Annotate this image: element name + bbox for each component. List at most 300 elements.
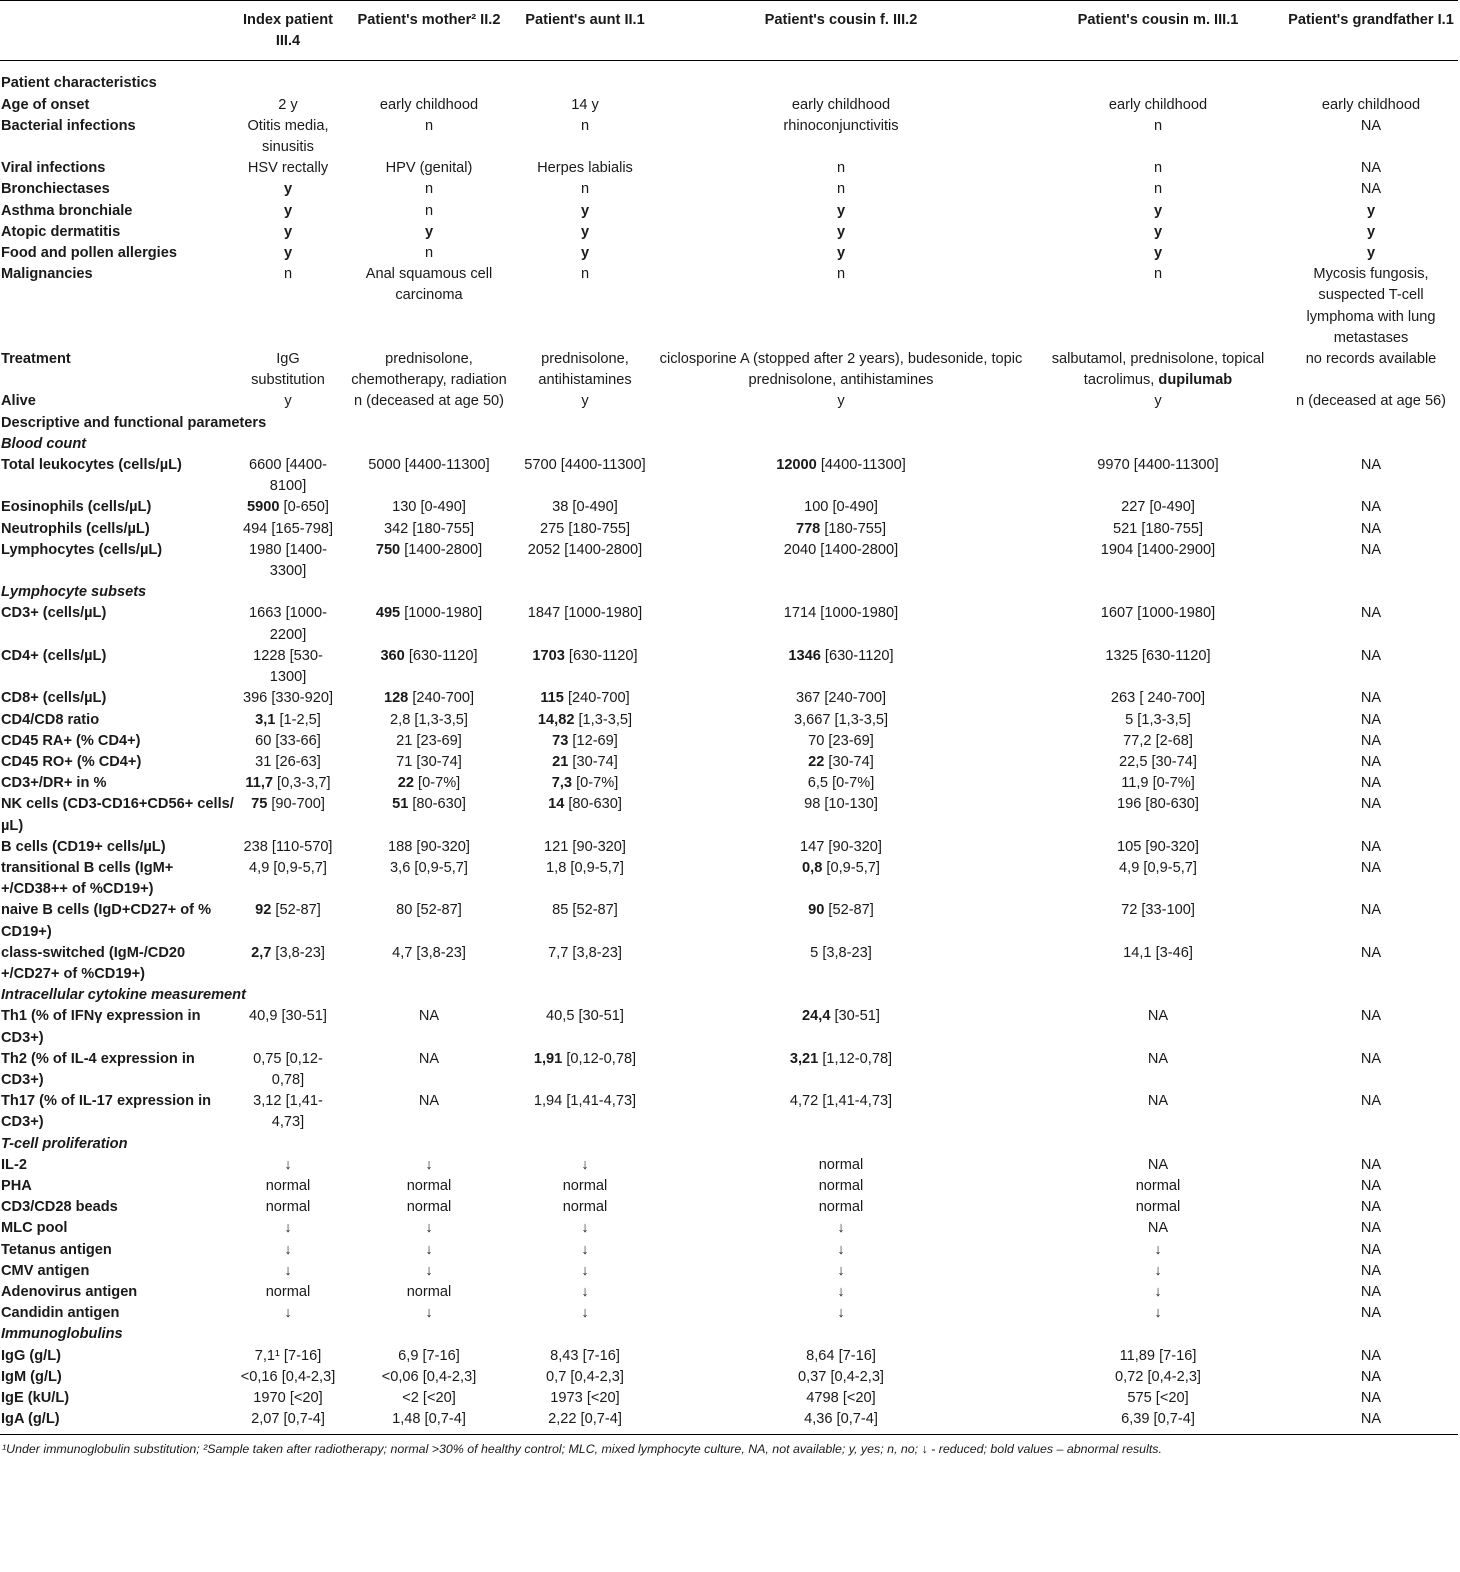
table-row	[0, 243, 1458, 264]
table-cell	[338, 1197, 520, 1218]
table-cell	[650, 158, 1032, 179]
table-cell	[338, 95, 520, 116]
table-cell	[1032, 1409, 1284, 1435]
cell-range: [1000-1980]	[400, 605, 483, 622]
table-cell	[1032, 858, 1284, 900]
cell-value: 495	[375, 605, 401, 622]
table-cell	[238, 794, 338, 836]
cell-value: 80 [52-87]	[396, 902, 462, 919]
cell-value: NA	[1360, 838, 1382, 855]
cell-value: NA	[1360, 647, 1382, 664]
cell-value: 1,48 [0,7-4]	[392, 1411, 466, 1428]
cell-value: 3,667 [1,3-3,5]	[793, 711, 889, 728]
table-cell	[338, 794, 520, 836]
cell-range: [1400-2800]	[400, 541, 483, 558]
table-cell	[520, 95, 650, 116]
table-row	[0, 95, 1458, 116]
row-label: Viral infections	[1, 160, 106, 177]
table-cell	[1032, 201, 1284, 222]
table-cell	[1032, 1282, 1284, 1303]
table-cell	[650, 1303, 1032, 1324]
table-cell	[238, 1006, 338, 1048]
table-cell	[238, 900, 338, 942]
cell-value: n	[580, 117, 590, 134]
table-cell	[520, 1388, 650, 1409]
cell-value: ciclosporine A (stopped after 2 years), budesonide, topic prednisolone, antihistamines	[659, 351, 1023, 389]
table-cell	[520, 1006, 650, 1048]
cell-value: ↓	[581, 1305, 589, 1322]
table-cell	[1284, 455, 1458, 497]
row-label: IL-2	[1, 1156, 27, 1173]
section-header: T-cell proliferation	[1, 1135, 128, 1152]
table-cell	[1032, 1197, 1284, 1218]
cell-value: 40,5 [30-51]	[546, 1008, 624, 1025]
table-cell	[1032, 349, 1284, 391]
cell-value: 4,7 [3,8-23]	[392, 944, 466, 961]
table-cell	[520, 222, 650, 243]
cell-value: 4,9 [0,9-5,7]	[249, 859, 327, 876]
row-label: IgA (g/L)	[0, 1409, 238, 1435]
table-cell	[238, 1091, 338, 1133]
cell-value: NA	[1360, 1390, 1382, 1406]
table-row	[0, 1240, 1458, 1261]
table-cell	[338, 349, 520, 391]
row-label: Eosinophils (cells/µL)	[1, 499, 152, 516]
table-cell	[520, 243, 650, 264]
cell-value: 85 [52-87]	[552, 902, 618, 919]
cell-range: [1,3-3,5]	[574, 711, 633, 728]
table-cell	[338, 943, 520, 985]
cell-value: 521 [180-755]	[1112, 520, 1204, 537]
section-header: Lymphocyte subsets	[1, 584, 147, 601]
row-label: Candidin antigen	[1, 1305, 120, 1322]
cell-value: 12000	[776, 457, 817, 474]
table-cell	[338, 1367, 520, 1388]
cell-value: 263 [ 240-700]	[1110, 690, 1206, 707]
cell-value: ↓	[284, 1220, 292, 1237]
cell-value: 5 [3,8-23]	[810, 944, 872, 961]
row-label: Treatment	[1, 351, 71, 368]
table-cell	[650, 1091, 1032, 1133]
table-cell	[520, 1346, 650, 1367]
table-cell	[238, 455, 338, 497]
cell-value: normal	[818, 1177, 864, 1194]
table-cell	[520, 540, 650, 582]
table-cell	[650, 1176, 1032, 1197]
row-label: IgG (g/L)	[1, 1347, 61, 1364]
table-cell	[238, 1155, 338, 1176]
cell-value: 14	[548, 796, 565, 813]
cell-value: normal	[406, 1199, 452, 1216]
cell-value: y	[836, 245, 846, 262]
table-cell	[1284, 1303, 1458, 1324]
table-row	[0, 731, 1458, 752]
table-cell	[520, 900, 650, 942]
table-cell	[1284, 1006, 1458, 1048]
cell-value: 5700 [4400-11300]	[524, 457, 646, 474]
table-row	[0, 519, 1458, 540]
table-cell	[338, 1261, 520, 1282]
table-cell	[520, 773, 650, 794]
table-cell	[520, 646, 650, 688]
table-cell	[338, 1006, 520, 1048]
cell-value: 24,4	[802, 1008, 831, 1025]
cell-range: [0-7%]	[572, 775, 619, 792]
cell-range: [0,12-0,78]	[562, 1050, 637, 1067]
table-row	[0, 1388, 1458, 1409]
table-cell	[520, 688, 650, 709]
table-cell	[238, 243, 338, 264]
table-cell	[338, 222, 520, 243]
row-label: CD4+ (cells/µL)	[1, 647, 107, 664]
table-cell	[520, 1282, 650, 1303]
cell-value: 22	[397, 775, 414, 792]
cell-value: n	[580, 181, 590, 198]
table-cell	[338, 1282, 520, 1303]
cell-range: [90-700]	[267, 796, 325, 813]
cell-value: 3,12 [1,41-4,73]	[253, 1093, 323, 1131]
table-cell	[1032, 688, 1284, 709]
cell-range: [30-74]	[568, 753, 618, 770]
cell-value: ↓	[1154, 1262, 1162, 1279]
table-cell	[1032, 900, 1284, 942]
section-header-row	[0, 413, 1458, 434]
table-cell	[1284, 1409, 1458, 1435]
table-cell	[1032, 1240, 1284, 1261]
cell-value: early childhood	[379, 96, 479, 113]
table-cell	[238, 349, 338, 391]
cell-value: n	[580, 266, 590, 283]
row-label: CD3+/DR+ in %	[1, 775, 107, 792]
cell-value: ↓	[1154, 1241, 1162, 1258]
cell-value: y	[1154, 393, 1162, 410]
cell-value: NA	[1360, 1093, 1382, 1110]
header-cell-aunt: Patient's aunt II.1	[520, 1, 650, 61]
cell-value: 60 [33-66]	[255, 732, 321, 749]
cell-value: n	[1153, 160, 1163, 177]
cell-value: 227 [0-490]	[1121, 499, 1195, 516]
cell-value: prednisolone, chemotherapy, radiation	[351, 351, 507, 389]
cell-value: 1970 [<20]	[253, 1390, 323, 1406]
table-row	[0, 1218, 1458, 1239]
cell-value: 71 [30-74]	[396, 753, 462, 770]
cell-value: <0,06 [0,4-2,3]	[381, 1368, 477, 1385]
table-cell	[1284, 731, 1458, 752]
cell-value: 11,89 [7-16]	[1119, 1347, 1197, 1364]
table-cell	[650, 540, 1032, 582]
table-cell	[338, 1240, 520, 1261]
table-cell	[238, 179, 338, 200]
cell-range: [1,12-0,78]	[818, 1050, 893, 1067]
table-cell	[520, 1240, 650, 1261]
cell-value: 7,1¹ [7-16]	[254, 1347, 322, 1364]
row-label: Alive	[1, 393, 36, 410]
table-cell	[238, 1176, 338, 1197]
cell-value: NA	[1360, 181, 1382, 198]
table-cell	[650, 349, 1032, 391]
table-row	[0, 858, 1458, 900]
header-row	[0, 1, 1458, 61]
table-row	[0, 391, 1458, 412]
section-header-row	[0, 1134, 1458, 1155]
cell-range: [630-1120]	[564, 647, 638, 664]
table-cell	[650, 794, 1032, 836]
table-cell	[1284, 1388, 1458, 1409]
cell-value: NA	[1147, 1156, 1169, 1173]
table-cell	[1284, 710, 1458, 731]
cell-value: 70 [23-69]	[808, 732, 874, 749]
row-label: CD8+ (cells/µL)	[1, 690, 107, 707]
cell-value: 0,8	[802, 859, 823, 876]
cell-range: [4400-11300]	[816, 457, 906, 474]
table-cell	[1032, 519, 1284, 540]
table-cell	[238, 731, 338, 752]
cell-value: <0,16 [0,4-2,3]	[240, 1368, 336, 1385]
cell-value: 130 [0-490]	[392, 499, 466, 516]
table-cell	[1284, 95, 1458, 116]
table-cell	[650, 710, 1032, 731]
table-cell	[238, 497, 338, 518]
cell-value: NA	[1360, 902, 1382, 919]
table-cell	[1032, 603, 1284, 645]
table-cell	[238, 222, 338, 243]
cell-value: 1663 [1000-2200]	[249, 605, 327, 643]
table-footnote: ¹Under immunoglobulin substitution; ²Sample taken after radiotherapy; normal >30% of healthy control; MLC, mixed lymphocyte culture, NA, not available; y, yes; n, no; ↓ - reduced; bold values – abnormal results.	[2, 1442, 1162, 1457]
table-row	[0, 540, 1458, 582]
cell-value: 275 [180-755]	[539, 520, 631, 537]
row-label: IgM (g/L)	[1, 1368, 62, 1385]
cell-value: NA	[1360, 859, 1382, 876]
table-row	[0, 710, 1458, 731]
cell-range: [80-630]	[408, 796, 466, 813]
table-cell	[650, 943, 1032, 985]
table-row	[0, 1049, 1458, 1091]
table-cell	[1284, 349, 1458, 391]
table-cell	[650, 688, 1032, 709]
cell-value: n (deceased at age 50)	[353, 393, 505, 410]
table-cell	[238, 1197, 338, 1218]
cell-value: NA	[418, 1093, 440, 1110]
table-cell	[1032, 773, 1284, 794]
section-header: Blood count	[1, 435, 87, 452]
table-cell	[338, 688, 520, 709]
cell-value: ↓	[837, 1283, 845, 1300]
table-cell	[1284, 201, 1458, 222]
cell-value: 6,5 [0-7%]	[807, 775, 875, 792]
cell-value: ↓	[284, 1241, 292, 1258]
row-label: CD45 RO+ (% CD4+)	[1, 753, 142, 770]
section-header-row	[0, 434, 1458, 455]
table-row	[0, 158, 1458, 179]
table-cell	[1284, 158, 1458, 179]
cell-value: NA	[1360, 775, 1382, 792]
table-cell	[1032, 1388, 1284, 1409]
cell-value: normal	[406, 1283, 452, 1300]
table-cell	[238, 773, 338, 794]
table-cell	[1284, 1282, 1458, 1303]
table-cell	[1032, 646, 1284, 688]
table-cell	[338, 752, 520, 773]
table-cell	[520, 1091, 650, 1133]
table-row	[0, 1155, 1458, 1176]
table-cell	[650, 1240, 1032, 1261]
cell-value: 188 [90-320]	[388, 838, 470, 855]
table-cell	[1032, 540, 1284, 582]
cell-value: NA	[1360, 1220, 1382, 1237]
cell-value: NA	[1360, 1008, 1382, 1025]
cell-value: 22,5 [30-74]	[1119, 753, 1197, 770]
table-cell	[338, 179, 520, 200]
row-label: Bronchiectases	[1, 181, 110, 198]
cell-value: y	[836, 223, 846, 240]
table-cell	[520, 391, 650, 412]
cell-value: 75	[251, 796, 268, 813]
table-row	[0, 264, 1458, 349]
table-cell	[520, 794, 650, 836]
table-cell	[338, 243, 520, 264]
cell-value: y	[283, 245, 293, 262]
row-label: MLC pool	[1, 1220, 68, 1237]
cell-value: NA	[1360, 1347, 1382, 1364]
cell-value: 4,36 [0,7-4]	[804, 1411, 878, 1428]
table-cell	[1284, 900, 1458, 942]
cell-value: 1847 [1000-1980]	[527, 605, 643, 622]
cell-value: 2,7	[251, 944, 272, 961]
header-cell-label	[0, 1, 238, 61]
table-cell	[238, 1282, 338, 1303]
cell-value: normal	[818, 1199, 864, 1216]
table-row	[0, 1409, 1458, 1435]
cell-value: y	[837, 393, 845, 410]
table-cell	[338, 519, 520, 540]
cell-value: NA	[1360, 117, 1382, 134]
table-cell	[1284, 116, 1458, 158]
cell-value: normal	[818, 1156, 864, 1173]
table-cell	[520, 116, 650, 158]
table-cell	[338, 858, 520, 900]
cell-value: 1904 [1400-2900]	[1100, 541, 1216, 558]
cell-value: n	[1153, 266, 1163, 283]
cell-value: ↓	[284, 1305, 292, 1322]
table-cell	[520, 1218, 650, 1239]
header-cell-index-patient: Index patient III.4	[238, 1, 338, 61]
cell-value: Otitis media, sinusitis	[247, 117, 329, 156]
cell-value: 2,07 [0,7-4]	[251, 1411, 325, 1428]
table-cell	[238, 1346, 338, 1367]
table-row	[0, 794, 1458, 836]
table-cell	[1032, 497, 1284, 518]
cell-value: NA	[1147, 1093, 1169, 1110]
table-cell	[520, 455, 650, 497]
row-label: NK cells (CD3-CD16+CD56+ cells/µL)	[1, 796, 234, 834]
table-cell	[650, 1409, 1032, 1435]
table-cell	[238, 540, 338, 582]
cell-value: 100 [0-490]	[804, 499, 878, 516]
cell-value: 494 [165-798]	[242, 520, 334, 537]
cell-value: 4,72 [1,41-4,73]	[789, 1093, 893, 1110]
table-cell	[1032, 391, 1284, 412]
table-cell	[520, 1409, 650, 1435]
cell-range: dupilumab	[1158, 372, 1233, 389]
cell-value: NA	[1360, 1177, 1382, 1194]
table-cell	[238, 391, 338, 412]
cell-value: NA	[1360, 1305, 1382, 1322]
table-cell	[650, 1367, 1032, 1388]
cell-value: n	[424, 117, 434, 134]
header-cell-mother: Patient's mother² II.2	[338, 1, 520, 61]
table-cell	[520, 710, 650, 731]
section-header: Immunoglobulins	[1, 1326, 123, 1343]
cell-range: [30-51]	[830, 1008, 880, 1025]
cell-value: 147 [90-320]	[800, 838, 882, 855]
cell-value: NA	[1360, 711, 1382, 728]
cell-value: normal	[265, 1199, 311, 1216]
table-cell	[238, 1049, 338, 1091]
table-cell	[1032, 116, 1284, 158]
cell-value: y	[1153, 202, 1163, 219]
table-cell	[1284, 243, 1458, 264]
table-cell	[338, 1303, 520, 1324]
cell-value: 1973 [<20]	[550, 1390, 620, 1406]
table-cell	[238, 116, 338, 158]
table-cell	[650, 1282, 1032, 1303]
table-cell	[1284, 1346, 1458, 1367]
header-cell-cousin-m: Patient's cousin m. III.1	[1032, 1, 1284, 61]
cell-value: 14 y	[571, 96, 599, 113]
table-cell	[238, 688, 338, 709]
cell-value: 2052 [1400-2800]	[527, 541, 643, 558]
row-label: CD45 RA+ (% CD4+)	[1, 732, 141, 749]
table-cell	[650, 201, 1032, 222]
cell-value: normal	[265, 1283, 311, 1300]
table-cell	[1032, 1346, 1284, 1367]
cell-value: 1607 [1000-1980]	[1100, 605, 1216, 622]
cell-value: 9970 [4400-11300]	[1097, 457, 1219, 474]
table-row	[0, 116, 1458, 158]
table-cell	[1032, 1176, 1284, 1197]
cell-range: [0-650]	[279, 499, 329, 516]
table-cell	[650, 1388, 1032, 1409]
table-cell	[650, 243, 1032, 264]
cell-value: ↓	[425, 1156, 433, 1173]
table-cell	[238, 943, 338, 985]
cell-value: NA	[1360, 499, 1382, 516]
row-label: Th1 (% of IFNγ expression in CD3+)	[1, 1008, 201, 1046]
cell-value: n	[836, 181, 846, 198]
table-cell	[520, 349, 650, 391]
table-cell	[1284, 688, 1458, 709]
table-cell	[238, 710, 338, 731]
cell-value: n	[836, 266, 846, 283]
row-label: Th17 (% of IL-17 expression in CD3+)	[1, 1093, 212, 1131]
table-row	[0, 603, 1458, 645]
table-row	[0, 688, 1458, 709]
cell-value: 121 [90-320]	[544, 838, 626, 855]
cell-value: NA	[1360, 605, 1382, 622]
table-cell	[238, 264, 338, 349]
table-cell	[338, 264, 520, 349]
cell-value: 0,37 [0,4-2,3]	[797, 1368, 884, 1385]
table-row	[0, 1261, 1458, 1282]
table-cell	[520, 497, 650, 518]
table-row	[0, 1346, 1458, 1367]
cell-value: ↓	[1154, 1305, 1162, 1322]
cell-value: 72 [33-100]	[1121, 902, 1195, 919]
table-cell	[650, 1197, 1032, 1218]
table-cell	[650, 900, 1032, 942]
cell-range: [52-87]	[824, 902, 874, 919]
section-header-row	[0, 985, 1458, 1006]
